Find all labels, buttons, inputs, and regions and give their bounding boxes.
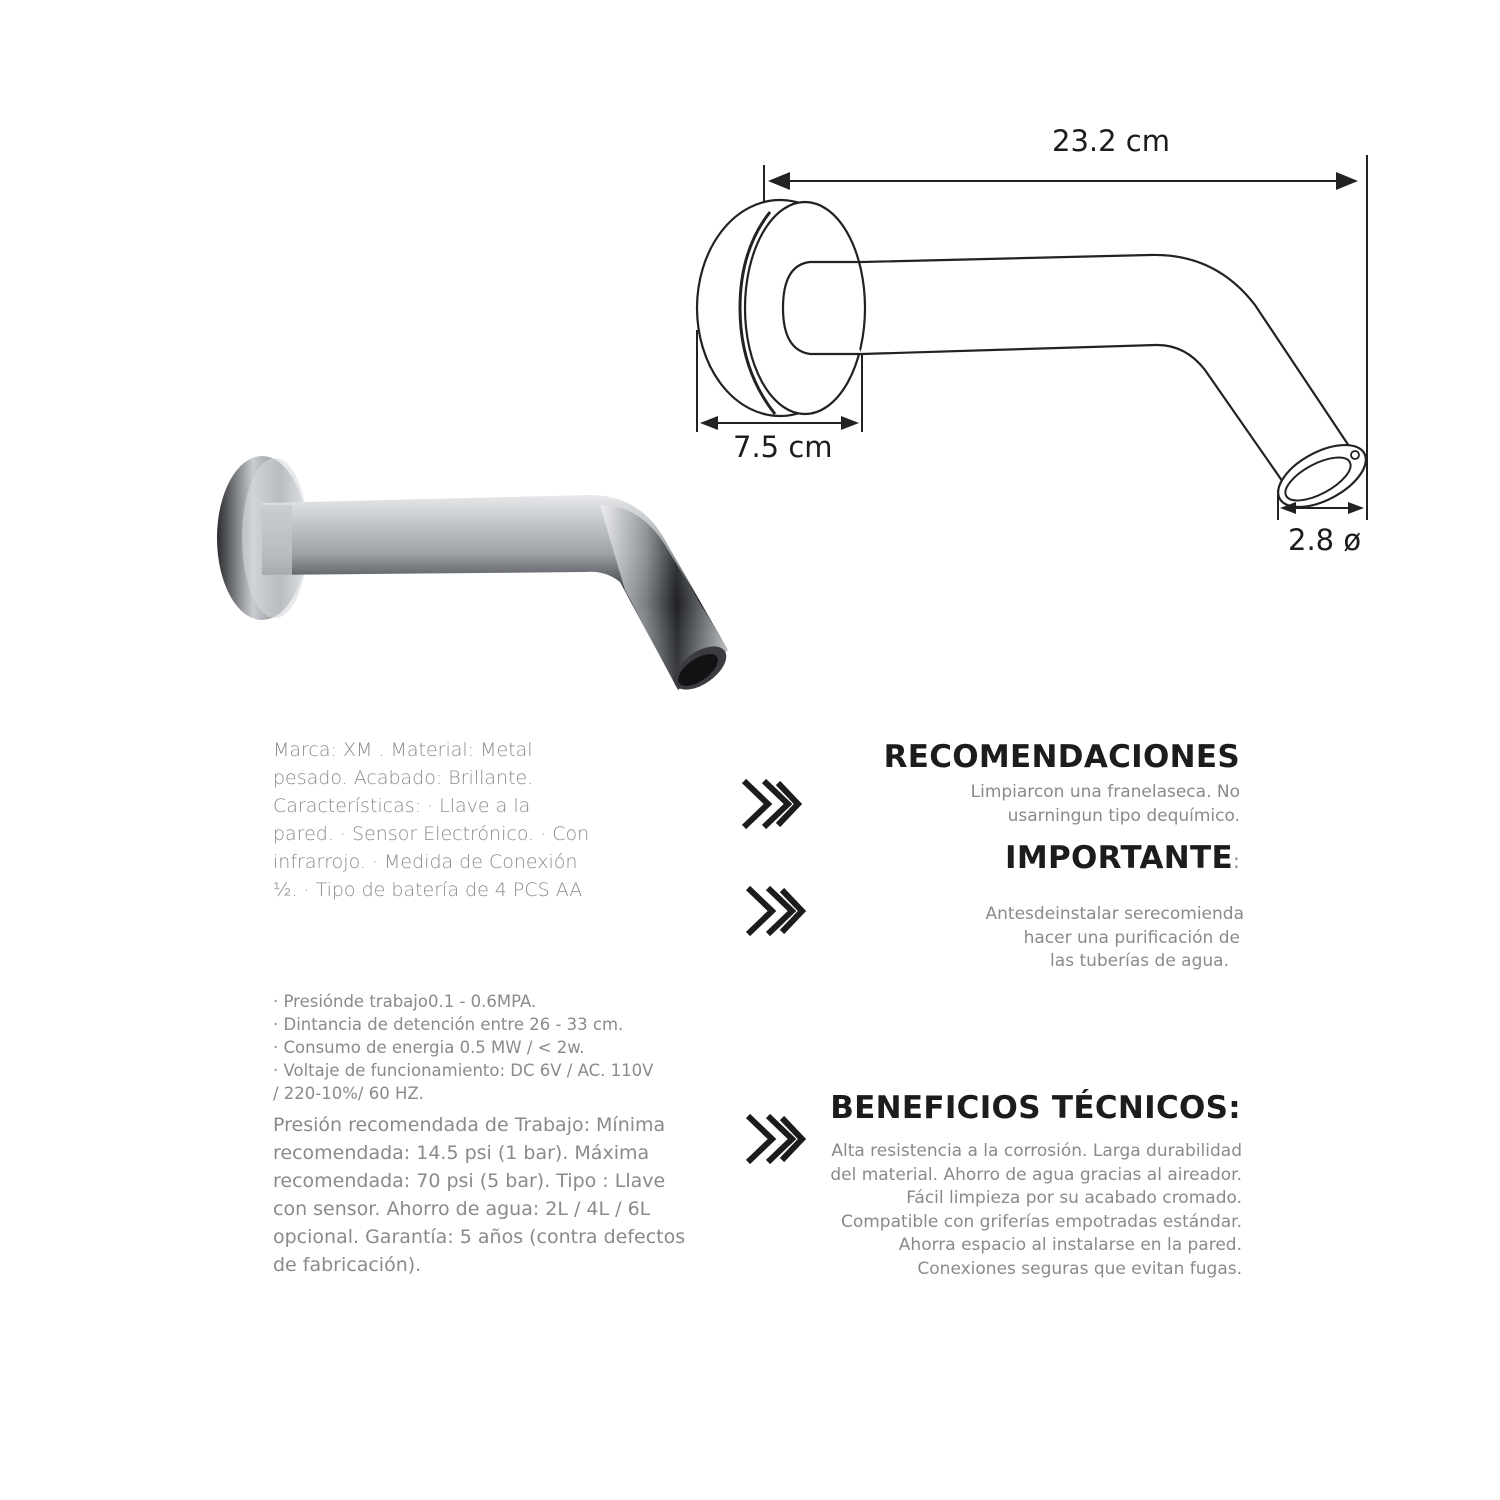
recommendations-heading: RECOMENDACIONES (883, 739, 1240, 775)
spec-item: / 220-10%/ 60 HZ. (273, 1084, 424, 1103)
technical-specs-list (273, 990, 713, 1105)
important-title: IMPORTANTE (1005, 840, 1233, 876)
product-description: Marca: XM . Material: Metal pesado. Acabado: Brillante. Características: · Llave a la pared. · Sensor Electrónico. · Con infrarrojo. · Medida de Conexión ½. · Tipo de batería de 4 PCS AA (273, 739, 590, 901)
recommendations-text (820, 781, 1240, 828)
spec-item: · Voltaje de funcionamiento: DC 6V / AC. 110V (273, 1061, 654, 1080)
spec-item: · Presiónde trabajo0.1 - 0.6MPA. (273, 992, 537, 1011)
spec-item: · Consumo de energia 0.5 MW / < 2w. (273, 1038, 585, 1057)
important-colon: : (1232, 849, 1240, 873)
dimension-drawing (680, 140, 1400, 570)
benefit-line: Alta resistencia a la corrosión. Larga durabilidad (831, 1141, 1242, 1161)
important-line: las tuberías de agua. (1050, 951, 1229, 971)
important-line: hacer una purificación de (1023, 927, 1240, 948)
spec-item: · Dintancia de detención entre 26 - 33 cm. (273, 1015, 624, 1034)
benefit-line: Fácil limpieza por su acabado cromado. (906, 1188, 1242, 1208)
benefit-line: del material. Ahorro de agua gracias al aireador. (830, 1164, 1242, 1185)
benefit-line: Ahorra espacio al instalarse en la pared. (898, 1235, 1242, 1255)
important-line: Antesdeinstalar serecomienda (985, 904, 1244, 924)
benefit-line: Compatible con griferías empotradas estándar. (840, 1211, 1242, 1232)
faucet-product-photo (210, 450, 740, 695)
benefits-heading: BENEFICIOS TÉCNICOS: (830, 1090, 1241, 1126)
length-dimension-label: 23.2 cm (1052, 124, 1170, 158)
double-chevron-icon (742, 882, 808, 940)
recommendations-line: usarningun tipo dequímico. (1007, 805, 1240, 826)
diameter-dimension-label: 2.8 ø (1288, 523, 1362, 557)
benefits-text (762, 1140, 1242, 1281)
double-chevron-icon (738, 775, 804, 833)
benefit-line: Conexiones seguras que evitan fugas. (917, 1258, 1242, 1279)
recommendations-line: Limpiarcon una franelaseca. No (970, 782, 1240, 802)
important-text (824, 903, 1244, 974)
important-heading (1005, 840, 1240, 876)
pressure-and-warranty-text: Presión recomendada de Trabajo: Mínima recomendada: 14.5 psi (1 bar). Máxima recomendada: 70 psi (5 bar). Tipo : Llave con sensor. Ahorro de agua: 2L / 4L / 6L opcional. Garantía: 5 años (contra defectos de fabricación). (273, 1114, 686, 1276)
flange-dimension-label: 7.5 cm (733, 430, 833, 464)
